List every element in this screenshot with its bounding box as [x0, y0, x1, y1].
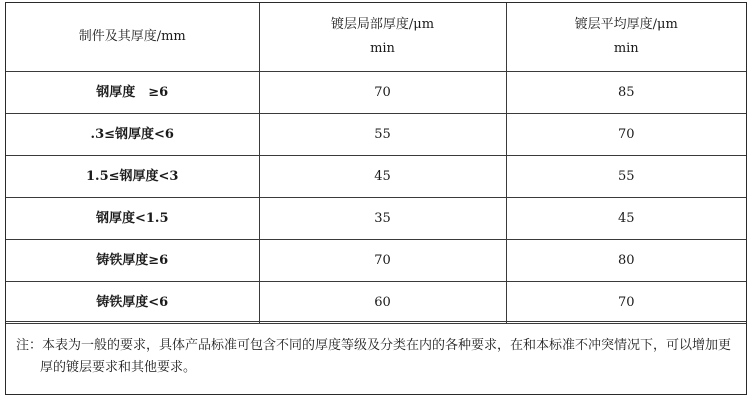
header-local-thickness	[259, 3, 506, 72]
table-row	[6, 240, 746, 282]
row-average-value: 70	[506, 282, 746, 324]
table-row	[6, 282, 746, 324]
row-label: 钢厚度 ≥6	[6, 72, 259, 114]
table-row	[6, 114, 746, 156]
header-average-thickness	[506, 3, 746, 72]
table-footnote	[6, 321, 746, 394]
table-row	[6, 156, 746, 198]
footnote-text: 本表为一般的要求，具体产品标准可包含不同的厚度等级及分类在内的各种要求，在和本标准不冲突情况下，可以增加更厚的镀层要求和其他要求。	[40, 338, 732, 375]
header-average-thickness-title: 镀层平均厚度/μm	[574, 17, 678, 32]
table-header-row	[6, 3, 746, 72]
row-average-value: 55	[506, 156, 746, 198]
row-average-value: 45	[506, 198, 746, 240]
row-average-value: 70	[506, 114, 746, 156]
row-label: 铸铁厚度<6	[6, 282, 259, 324]
row-label: 铸铁厚度≥6	[6, 240, 259, 282]
row-average-value: 80	[506, 240, 746, 282]
coating-thickness-table	[6, 3, 746, 324]
table-row	[6, 72, 746, 114]
row-local-value: 60	[259, 282, 506, 324]
header-part-thickness-text: 制件及其厚度/mm	[78, 29, 186, 44]
row-local-value: 70	[259, 72, 506, 114]
table-row	[6, 198, 746, 240]
row-local-value: 35	[259, 198, 506, 240]
header-local-thickness-title: 镀层局部厚度/μm	[330, 17, 435, 32]
row-label: .3≤钢厚度<6	[6, 114, 259, 156]
header-part-thickness	[6, 3, 259, 72]
row-local-value: 70	[259, 240, 506, 282]
header-average-thickness-min: min	[613, 41, 639, 56]
row-label: 钢厚度<1.5	[6, 198, 259, 240]
row-local-value: 45	[259, 156, 506, 198]
row-average-value: 85	[506, 72, 746, 114]
footnote-prefix: 注：	[16, 338, 43, 353]
spec-table-frame	[5, 2, 747, 395]
row-local-value: 55	[259, 114, 506, 156]
header-local-thickness-min: min	[370, 41, 395, 56]
row-label: 1.5≤钢厚度<3	[6, 156, 259, 198]
